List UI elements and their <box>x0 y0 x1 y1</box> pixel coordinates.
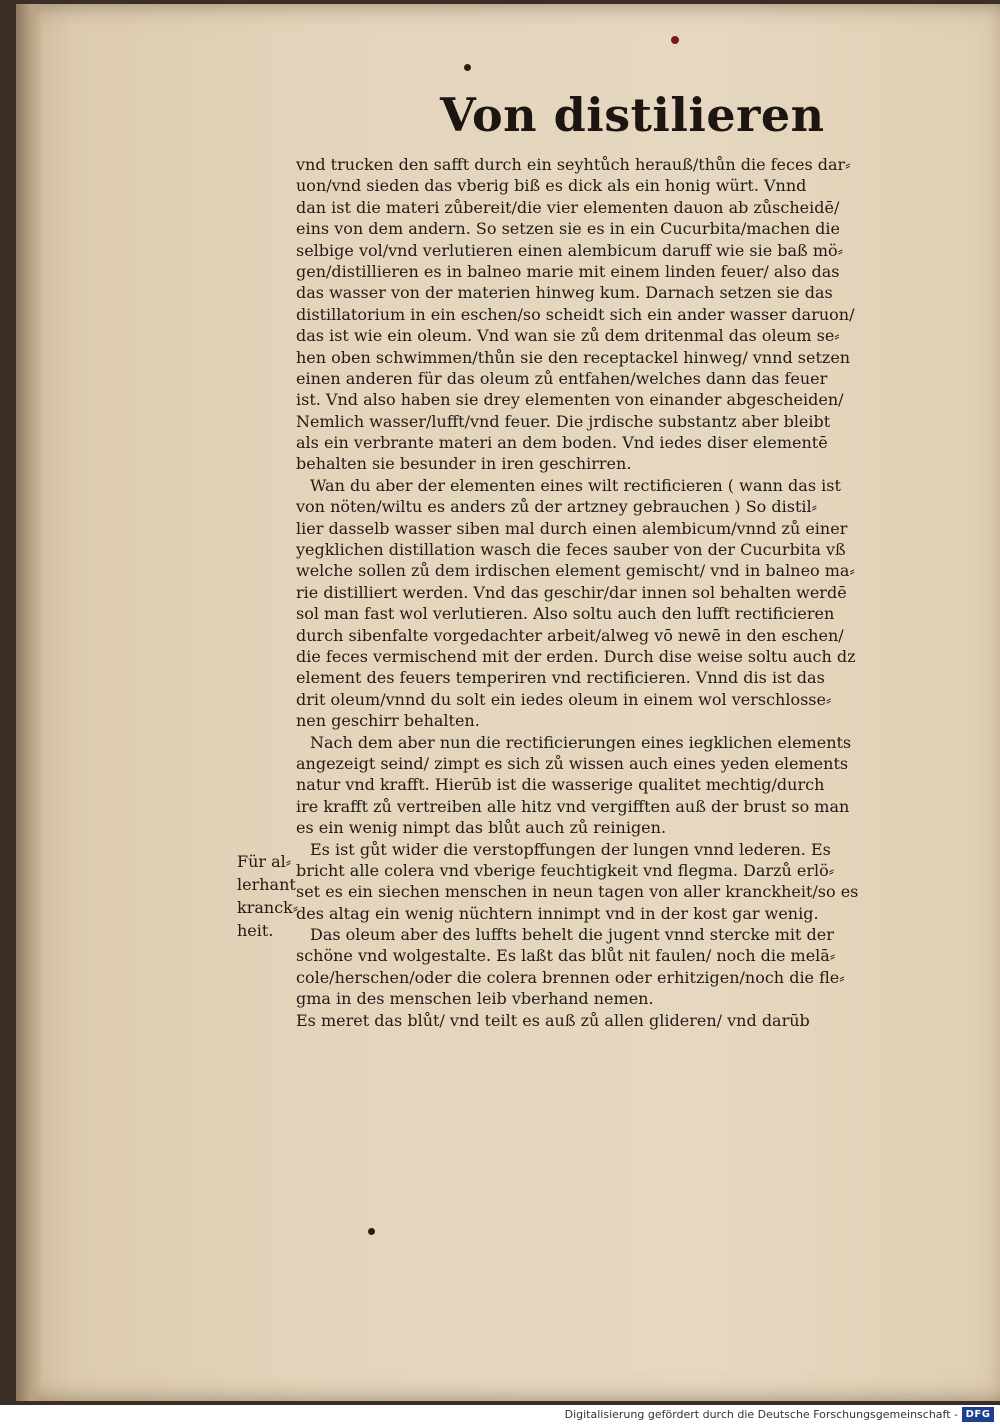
text-line: durch sibenfalte vorgedachter arbeit/alweg vō newē in den eschen/ <box>296 625 844 645</box>
text-line: schöne vnd wolgestalte. Es laßt das blůt nit faulen/ noch die melā⸗ <box>296 946 836 966</box>
text-line: einen anderen für das oleum zů entfahen/welches dann das feuer <box>296 368 828 388</box>
text-line: eins von dem andern. So setzen sie es in ein Cucurbita/machen die <box>296 219 840 239</box>
text-line: als ein verbrante materi an dem boden. Vnd iedes diser elementē <box>296 433 828 453</box>
text-line: von nöten/wiltu es anders zů der artzney gebrauchen ) So distil⸗ <box>296 497 817 517</box>
funding-credit: Digitalisierung gefördert durch die Deutsche Forschungsgemeinschaft - <box>564 1408 958 1421</box>
footer-bar <box>0 1405 1000 1425</box>
text-line: behalten sie besunder in iren geschirren. <box>296 454 632 474</box>
marginal-note-line: heit. <box>237 921 274 940</box>
text-line: rie distilliert werden. Vnd das geschir/dar innen sol behalten werdē <box>296 582 847 602</box>
text-line: set es ein siechen menschen in neun tagen von aller kranckheit/so es <box>296 882 859 902</box>
text-line: dan ist die materi zůbereit/die vier elementen dauon ab zůscheidē/ <box>296 197 840 217</box>
text-line: ire krafft zů vertreiben alle hitz vnd vergifften auß der brust so man <box>296 796 850 816</box>
marginal-note <box>237 850 297 942</box>
printed-dot-top <box>464 64 471 71</box>
printed-dot-bottom <box>368 1228 375 1235</box>
text-line: hen oben schwimmen/thůn sie den receptackel hinweg/ vnnd setzen <box>296 347 851 367</box>
text-line: ist. Vnd also haben sie drey elementen von einander abgescheiden/ <box>296 390 844 410</box>
text-line: selbige vol/vnd verlutieren einen alembicum daruff wie sie baß mö⸗ <box>296 240 843 260</box>
text-line: das wasser von der materien hinweg kum. Darnach setzen sie das <box>296 283 833 303</box>
text-line: gen/distillieren es in balneo marie mit einem linden feuer/ also das <box>296 261 840 281</box>
text-line: sol man fast wol verlutieren. Also soltu auch den lufft rectificieren <box>296 604 835 624</box>
marginal-note-line: kranck⸗ <box>237 898 299 917</box>
text-line: die feces vermischend mit der erden. Durch dise weise soltu auch dz <box>296 646 856 666</box>
marginal-note-line: Für al⸗ <box>237 852 292 871</box>
text-line: drit oleum/vnnd du solt ein iedes oleum in einem wol verschlosse⸗ <box>296 689 832 709</box>
text-line: welche sollen zů dem irdischen element gemischt/ vnd in balneo ma⸗ <box>296 561 855 581</box>
text-line: Es meret das blůt/ vnd teilt es auß zů allen glideren/ vnd darūb <box>296 1010 810 1030</box>
dfg-logo: DFG <box>962 1407 994 1422</box>
text-line: das ist wie ein oleum. Vnd wan sie zů dem dritenmal das oleum se⸗ <box>296 326 840 346</box>
text-line: Nemlich wasser/lufft/vnd feuer. Die jrdische substantz aber bleibt <box>296 411 831 431</box>
text-line: distillatorium in ein eschen/so scheidt sich ein ander wasser daruon/ <box>296 304 855 324</box>
body-text <box>296 154 946 1031</box>
text-line: des altag ein wenig nüchtern innimpt vnd in der kost gar wenig. <box>296 903 819 923</box>
text-line: gma in des menschen leib vberhand nemen. <box>296 989 654 1009</box>
marginal-note-line: lerhant <box>237 875 296 894</box>
red-mark <box>671 36 679 44</box>
text-line: uon/vnd sieden das vberig biß es dick als ein honig würt. Vnnd <box>296 176 807 196</box>
text-line: Nach dem aber nun die rectificierungen eines iegklichen elements <box>310 732 852 752</box>
text-line: lier dasselb wasser siben mal durch einen alembicum/vnnd zů einer <box>296 518 848 538</box>
text-line: Das oleum aber des luffts behelt die jugent vnnd stercke mit der <box>310 925 834 945</box>
text-line: Wan du aber der elementen eines wilt rectificieren ( wann das ist <box>310 475 841 495</box>
running-title: Von distilieren <box>440 88 825 142</box>
text-line: natur vnd krafft. Hierūb ist die wasserige qualitet mechtig/durch <box>296 775 825 795</box>
text-line: element des feuers temperiren vnd rectificieren. Vnnd dis ist das <box>296 668 825 688</box>
text-line: cole/herschen/oder die colera brennen oder erhitzigen/noch die fle⸗ <box>296 967 845 987</box>
text-line: bricht alle colera vnd vberige feuchtigkeit vnd flegma. Darzů erlö⸗ <box>296 860 835 880</box>
text-line: yegklichen distillation wasch die feces sauber von der Cucurbita vß <box>296 540 846 560</box>
text-line: angezeigt seind/ zimpt es sich zů wissen auch eines yeden elements <box>296 753 849 773</box>
text-line: vnd trucken den safft durch ein seyhtůch herauß/thůn die feces dar⸗ <box>296 155 851 174</box>
text-line: nen geschirr behalten. <box>296 711 480 731</box>
text-line: Es ist gůt wider die verstopffungen der lungen vnnd lederen. Es <box>310 839 831 859</box>
page-gutter-shadow <box>16 4 42 1401</box>
text-line: es ein wenig nimpt das blůt auch zů reinigen. <box>296 818 667 838</box>
